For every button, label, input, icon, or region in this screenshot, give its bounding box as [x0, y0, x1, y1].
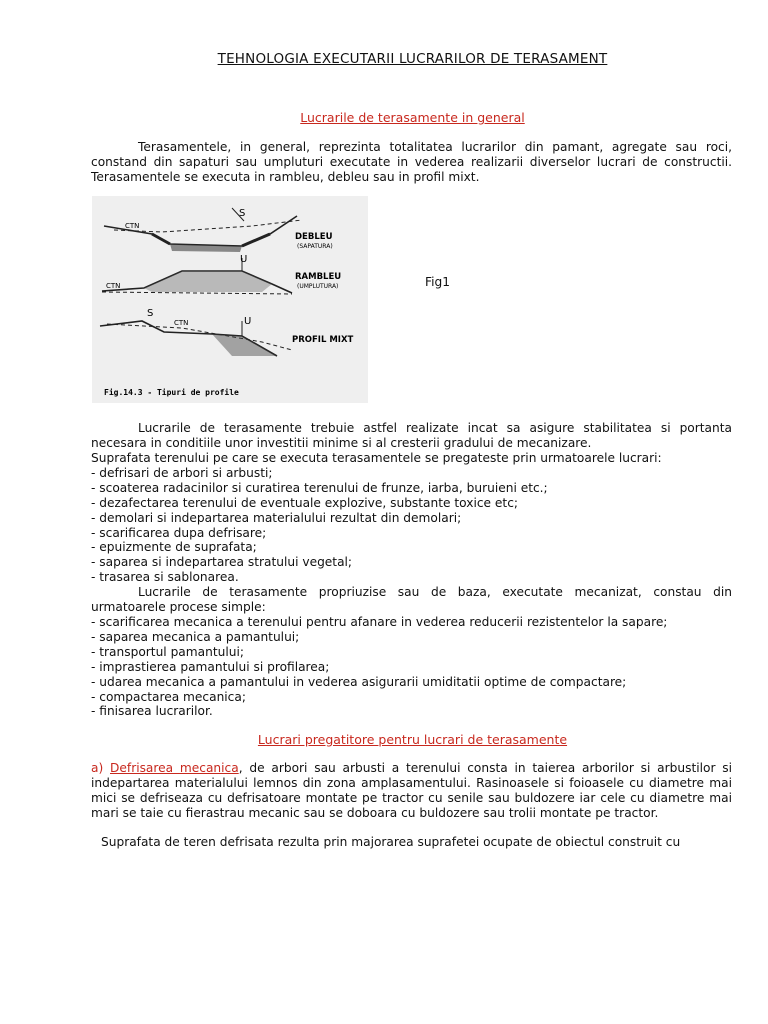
list-item: - saparea mecanica a pamantului; — [91, 629, 300, 644]
list-item: - saparea si indepartarea stratului vegetal; — [91, 555, 353, 570]
list-item: - epuizmente de suprafata; — [91, 540, 257, 555]
body-paragraph-1 — [91, 421, 732, 451]
label-s-mixt: S — [147, 308, 154, 319]
intro-text: Terasamentele, in general, reprezinta totalitatea lucrarilor din pamant, agregate sau roci, constand din sapaturi sau umpluturi executate in vederea realizarii diverselor lucrari de constructii. Terasamentele se executa in rambleu, debleu sau in profil mixt. — [91, 140, 732, 184]
list-item: - trasarea si sablonarea. — [91, 570, 239, 585]
item-prefix: a) — [91, 761, 104, 775]
label-ctn-rambleu: CTN — [106, 282, 121, 290]
list-item: - imprastierea pamantului si profilarea; — [91, 659, 330, 674]
label-rambleu-sub: (UMPLUTURA) — [297, 283, 339, 290]
list-item: - dezafectarea terenului de eventuale explozive, substante toxice etc; — [91, 495, 519, 510]
intro-paragraph — [91, 140, 732, 185]
list-item: - transportul pamantului; — [91, 644, 244, 659]
section-heading-general: Lucrarile de terasamente in general — [300, 110, 525, 125]
list-item: - scarificarea dupa defrisare; — [91, 525, 267, 540]
last-line — [101, 835, 742, 850]
prep-list — [91, 451, 732, 585]
profile-figure — [92, 196, 368, 403]
list-item: - udarea mecanica a pamantului in vederea asigurarii umiditatii optime de compactare; — [91, 674, 627, 689]
label-debleu-sub: (SAPATURA) — [297, 243, 333, 250]
label-s-debleu: S — [239, 208, 246, 219]
item-body: , de arbori sau arbusti a terenului consta in taierea arborilor si arbustilor si indepartarea materialului lemnos din zona amplasamentului. Rasinoasele si foioasele cu diametre mai mici se defriseaza cu defrisatoare montate pe tractor cu senile sau buldozere iar cele cu diametre mai mari se taie cu fierastrau mecanic sau se doboara cu buldozere sau trolii montate pe tractor. — [91, 761, 733, 820]
section-heading-preparatory: Lucrari pregatitore pentru lucrari de terasamente — [257, 732, 568, 747]
figure-label: Fig1 — [425, 275, 450, 289]
list-item: - demolari si indepartarea materialului rezultat din demolari; — [91, 510, 462, 525]
list-item: - scarificarea mecanica a terenului pentru afanare in vederea reducerii rezistentelor la sapare; — [91, 615, 668, 629]
process-list — [91, 615, 732, 719]
label-u-mixt: U — [244, 316, 252, 327]
item-title-link[interactable]: Defrisarea mecanica — [110, 761, 239, 775]
label-u-rambleu: U — [240, 254, 248, 265]
prep-intro: Suprafata terenului pe care se executa terasamentele se pregateste prin urmatoarele lucrari: — [91, 451, 662, 465]
list-item: - finisarea lucrarilor. — [91, 704, 213, 719]
label-debleu: DEBLEU — [295, 232, 333, 242]
list-item: - scoaterea radacinilor si curatirea terenului de frunze, iarba, buruieni etc.; — [91, 480, 548, 495]
body-text-2: Lucrarile de terasamente propriuzise sau de baza, executate mecanizat, constau din urmatoarele procese simple: — [91, 585, 732, 614]
last-line-text: Suprafata de teren defrisata rezulta prin majorarea suprafetei ocupate de obiectul construit cu — [101, 835, 681, 849]
label-ctn-debleu: CTN — [125, 222, 140, 230]
body-text-1: Lucrarile de terasamente trebuie astfel realizate incat sa asigure stabilitatea si portanta necesara in conditiile unor investitii minime si al cresterii gradului de mecanizare. — [91, 421, 732, 450]
document-title: TEHNOLOGIA EXECUTARII LUCRARILOR DE TERASAMENT — [217, 51, 608, 67]
list-item: - defrisari de arbori si arbusti; — [91, 465, 273, 480]
defrisare-text — [91, 761, 732, 821]
defrisare-paragraph — [91, 761, 732, 821]
label-profil-mixt: PROFIL MIXT — [292, 335, 354, 345]
list-item: - compactarea mecanica; — [91, 689, 246, 704]
label-rambleu: RAMBLEU — [295, 272, 342, 282]
profile-diagram — [92, 196, 368, 403]
figure-caption: Fig.14.3 - Tipuri de profile — [104, 388, 239, 397]
body-paragraph-2 — [91, 585, 732, 615]
label-ctn-mixt: CTN — [174, 319, 189, 327]
